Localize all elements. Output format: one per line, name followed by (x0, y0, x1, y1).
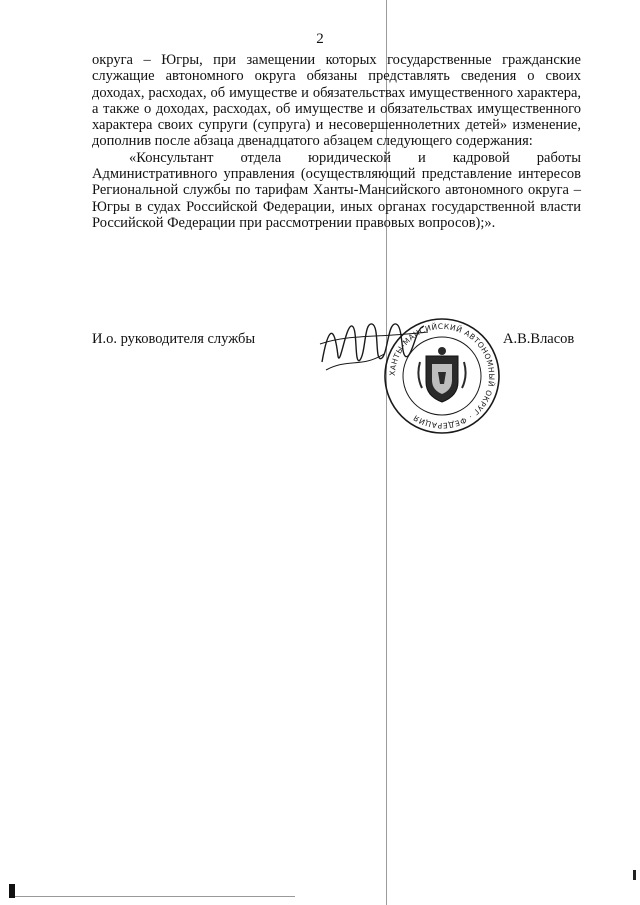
paragraph-continuation: округа – Югры, при замещении которых государственные гражданские служащие автономного округа обязаны представлять сведения о своих доходах, расходах, об имуществе и обязательствах имущественного характера, а также о доходах, расходах, об имуществе и обязательствах имущественного характера своих супруги (супруга) и несовершеннолетних детей» изменение, дополнив после абзаца двенадцатого абзацем следующего содержания: (92, 52, 581, 150)
scan-edge-mark (633, 870, 636, 880)
paragraph-quote: «Консультант отдела юридической и кадровой работы Административного управления (осуществляющий представление интересов Региональной службы по тарифам Ханты-Мансийского автономного округа – Югры в судах Российской Федерации, иных органах государственной власти Российской Федерации при рассмотрении правовых вопросов);». (92, 149, 581, 231)
page-number: 2 (316, 31, 324, 47)
signatory-name: А.В.Власов (503, 331, 575, 347)
handwritten-signature (318, 314, 430, 374)
signatory-title: И.о. руководителя службы (92, 331, 256, 347)
scan-edge-line (15, 896, 295, 897)
document-body (92, 52, 581, 231)
seal-ring-text: ХАНТЫ-МАНСИЙСКИЙ АВТОНОМНЫЙ ОКРУГ · ФЕДЕРАЦИЯ (387, 321, 497, 431)
